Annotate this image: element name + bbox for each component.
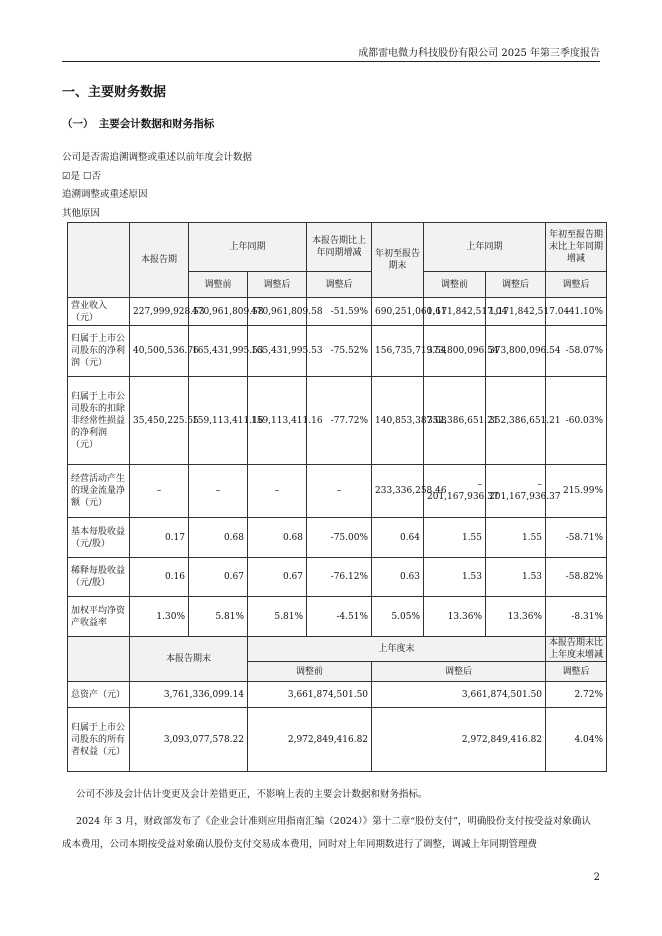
cell-change: -75.52% <box>307 326 372 377</box>
header-after-change-2: 调整后 <box>546 272 607 298</box>
cell-ytd-change: -58.71% <box>546 518 607 558</box>
cell-ytd-before: 1.55 <box>424 518 486 558</box>
cell-current: 40,500,536.76 <box>130 326 189 377</box>
header-before-3: 调整前 <box>248 662 372 682</box>
header-after-3: 调整后 <box>372 662 546 682</box>
cell-after: 2,972,849,416.82 <box>372 708 546 772</box>
cell-ytd: 140,853,387.08 <box>372 377 424 465</box>
cell-before: 159,113,411.16 <box>189 377 248 465</box>
table-row <box>68 682 607 708</box>
cell-change: 4.04% <box>546 708 607 772</box>
header-period-end: 本报告期末 <box>130 637 248 682</box>
row-label: 总资产（元） <box>68 682 130 708</box>
table-row <box>68 558 607 597</box>
cell-current: 0.17 <box>130 518 189 558</box>
table-row <box>68 465 607 518</box>
cell-change: -4.51% <box>307 597 372 637</box>
table-row <box>68 708 607 772</box>
cell-ytd-change: -8.31% <box>546 597 607 637</box>
cell-ytd-change: -58.82% <box>546 558 607 597</box>
cell-period-end: 3,761,336,099.14 <box>130 682 248 708</box>
cell-ytd-before: 13.36% <box>424 597 486 637</box>
cell-ytd-after: 13.36% <box>486 597 546 637</box>
header-prior-year-end: 上年度末 <box>248 637 546 662</box>
cell-after: 0.67 <box>248 558 307 597</box>
cell-after: 0.68 <box>248 518 307 558</box>
table-row <box>68 518 607 558</box>
table-row <box>68 377 607 465</box>
table-row <box>68 597 607 637</box>
cell-after: 470,961,809.58 <box>248 298 307 326</box>
cell-current: 227,999,928.53 <box>130 298 189 326</box>
table-row <box>68 298 607 326</box>
cell-ytd-before: –201,167,936.37 <box>424 465 486 518</box>
cell-ytd-before: 1,171,842,517.04 <box>424 298 486 326</box>
financial-data-table <box>67 222 607 772</box>
cell-ytd-before: 1.53 <box>424 558 486 597</box>
header-after: 调整后 <box>248 272 307 298</box>
cell-before: 5.81% <box>189 597 248 637</box>
cell-before: 470,961,809.58 <box>189 298 248 326</box>
header-prior-year-same-2: 上年同期 <box>424 223 546 272</box>
cell-ytd-after: 1,171,842,517.04 <box>486 298 546 326</box>
header-change-balance: 本报告期末比上年度末增减 <box>546 637 607 662</box>
cell-ytd: 690,251,060.61 <box>372 298 424 326</box>
header-after-2: 调整后 <box>486 272 546 298</box>
header-change-ytd: 年初至报告期末比上年同期增减 <box>546 223 607 272</box>
row-label: 加权平均净资产收益率 <box>68 597 130 637</box>
cell-ytd: 0.63 <box>372 558 424 597</box>
cell-ytd-after: 352,386,651.21 <box>486 377 546 465</box>
restatement-question: 公司是否需追溯调整或重述以前年度会计数据 <box>62 152 253 163</box>
header-divider <box>62 61 600 62</box>
cell-change: -76.12% <box>307 558 372 597</box>
cell-before: 165,431,995.53 <box>189 326 248 377</box>
header-before-2: 调整前 <box>424 272 486 298</box>
cell-period-end: 3,093,077,578.22 <box>130 708 248 772</box>
table-row <box>68 326 607 377</box>
cell-ytd-after: 373,800,096.54 <box>486 326 546 377</box>
row-label: 营业收入（元） <box>68 298 130 326</box>
cell-ytd-change: -58.07% <box>546 326 607 377</box>
cell-ytd-after: 1.55 <box>486 518 546 558</box>
cell-change: -51.59% <box>307 298 372 326</box>
cell-current: 35,450,225.55 <box>130 377 189 465</box>
row-label: 基本每股收益（元/股） <box>68 518 130 558</box>
header-change-current: 本报告期比上年同期增减 <box>307 223 372 272</box>
section-title: 一、主要财务数据 <box>62 85 167 100</box>
header-blank-2 <box>68 637 130 682</box>
cell-ytd: 233,336,258.46 <box>372 465 424 518</box>
cell-ytd-before: 352,386,651.21 <box>424 377 486 465</box>
cell-change: -77.72% <box>307 377 372 465</box>
cell-before: 0.67 <box>189 558 248 597</box>
cell-ytd-change: -60.03% <box>546 377 607 465</box>
cell-after: 3,661,874,501.50 <box>372 682 546 708</box>
cell-ytd-after: 1.53 <box>486 558 546 597</box>
row-label: 归属于上市公司股东的扣除非经常性损益的净利润（元） <box>68 377 130 465</box>
row-label: 经营活动产生的现金流量净额（元） <box>68 465 130 518</box>
row-label: 稀释每股收益（元/股） <box>68 558 130 597</box>
cell-before: 0.68 <box>189 518 248 558</box>
cell-after: 5.81% <box>248 597 307 637</box>
header-ytd: 年初至报告期末 <box>372 223 424 298</box>
cell-ytd-before: 373,800,096.54 <box>424 326 486 377</box>
row-label: 归属于上市公司股东的净利润（元） <box>68 326 130 377</box>
cell-ytd: 0.64 <box>372 518 424 558</box>
cell-before: – <box>189 465 248 518</box>
cell-change: 2.72% <box>546 682 607 708</box>
subsection-title: （一） 主要会计数据和财务指标 <box>62 118 215 130</box>
cell-ytd-change: -41.10% <box>546 298 607 326</box>
header-current-period: 本报告期 <box>130 223 189 298</box>
cell-ytd: 156,735,719.54 <box>372 326 424 377</box>
cell-current: 1.30% <box>130 597 189 637</box>
cell-ytd-after: –201,167,936.37 <box>486 465 546 518</box>
header-prior-year-same: 上年同期 <box>189 223 307 272</box>
restatement-reason-label: 追溯调整或重述原因 <box>62 189 148 200</box>
page-number: 2 <box>593 872 600 883</box>
restatement-choice: ☑是 ☐否 <box>62 171 102 182</box>
header-blank <box>68 223 130 298</box>
cell-ytd: 5.05% <box>372 597 424 637</box>
cell-change: -75.00% <box>307 518 372 558</box>
header-before: 调整前 <box>189 272 248 298</box>
cell-after: – <box>248 465 307 518</box>
cell-current: 0.16 <box>130 558 189 597</box>
cell-after: 165,431,995.53 <box>248 326 307 377</box>
cell-current: – <box>130 465 189 518</box>
row-label: 归属于上市公司股东的所有者权益（元） <box>68 708 130 772</box>
cell-change: – <box>307 465 372 518</box>
note-share-payment: 2024 年 3 月，财政部发布了《企业会计准则应用指南汇编（2024）》第十二章“股份支付”，明确股份支付按受益对象确认成本费用，公司本期按受益对象确认股份支付交易成本费用，同时对上年同期数进行了调整，调减上年同期管理费 <box>62 816 591 850</box>
cell-after: 159,113,411.16 <box>248 377 307 465</box>
restatement-reason-value: 其他原因 <box>62 208 101 219</box>
header-after-change: 调整后 <box>307 272 372 298</box>
cell-before: 2,972,849,416.82 <box>248 708 372 772</box>
cell-before: 3,661,874,501.50 <box>248 682 372 708</box>
report-header: 成都雷电微力科技股份有限公司 2025 年第三季度报告 <box>358 48 600 59</box>
header-after-change-3: 调整后 <box>546 662 607 682</box>
cell-ytd-change: 215.99% <box>546 465 607 518</box>
note-no-change: 公司不涉及会计估计变更及会计差错更正，不影响上表的主要会计数据和财务指标。 <box>76 789 428 800</box>
